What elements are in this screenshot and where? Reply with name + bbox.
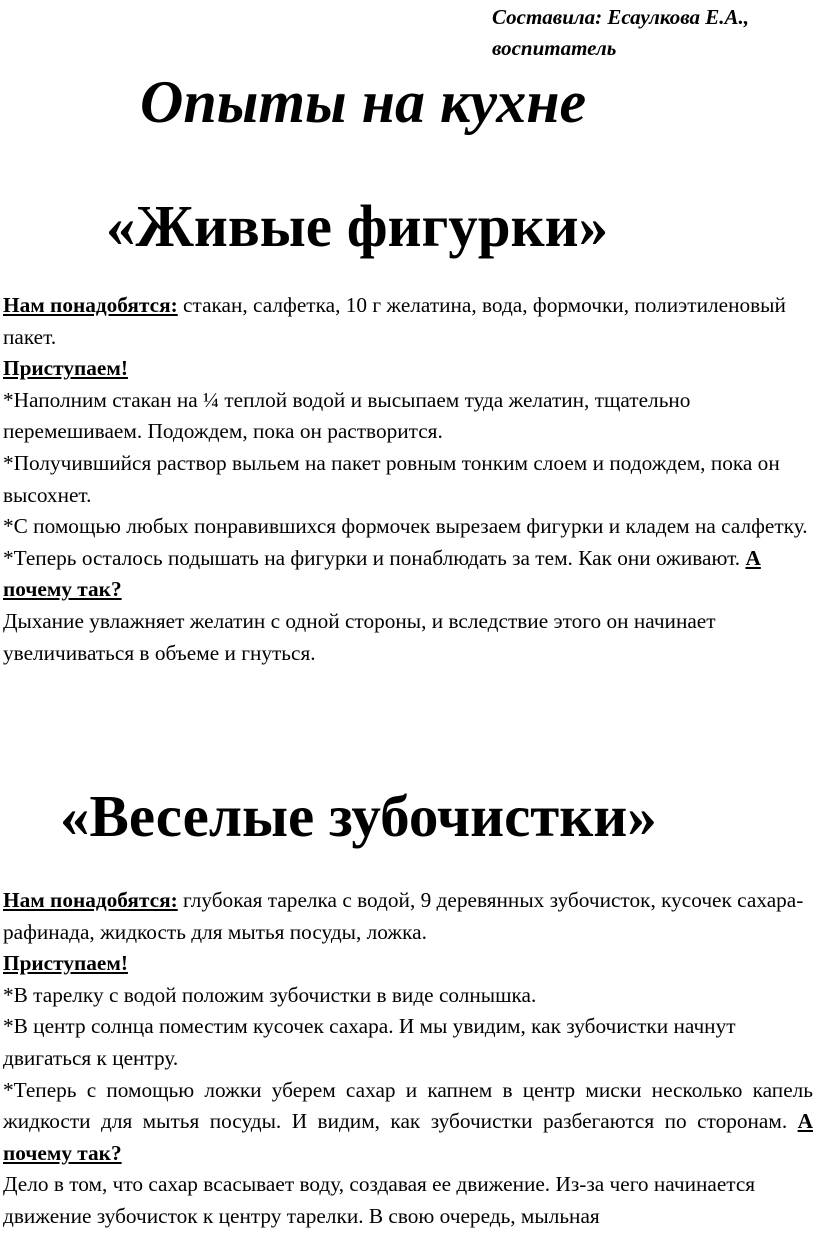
- start-label-line: [3, 948, 813, 980]
- step-2: *В центр солнца поместим кусочек сахара. И мы увидим, как зубочистки начнут двигаться к центру.: [3, 1014, 736, 1070]
- step-3: *С помощью любых понравившихся формочек вырезаем фигурки и кладем на салфетку.: [3, 514, 808, 539]
- step-2: *Получившийся раствор выльем на пакет ровным тонким слоем и подождем, пока он высохнет.: [3, 450, 780, 507]
- step-4-text: *Теперь осталось подышать на фигурки и понаблюдать за тем. Как они оживают.: [3, 545, 746, 570]
- needs-text: глубокая тарелка с водой, 9 деревянных зубочисток, кусочек сахара-рафинада, жидкость для мытья посуды, ложка.: [3, 888, 804, 944]
- needs-paragraph: [3, 290, 813, 353]
- needs-label: Нам понадобятся:: [3, 293, 178, 317]
- start-label: Приступаем!: [3, 951, 128, 976]
- why-label: А почему так?: [3, 1109, 813, 1165]
- step-3-text: *Теперь с помощью ложки уберем сахар и капнем в центр миски несколько капель жидкости для мытья посуды. И видим, как зубочистки разбегаются по сторонам.: [3, 1077, 813, 1134]
- experiment-1-title: «Живые фигурки»: [106, 193, 609, 259]
- start-label: Приступаем!: [3, 356, 128, 381]
- needs-label: Нам понадобятся:: [3, 888, 178, 912]
- experiment-2-title: «Веселые зубочистки»: [60, 783, 657, 849]
- step-1: *В тарелку с водой положим зубочистки в виде солнышка.: [3, 982, 537, 1007]
- step-1: *Наполним стакан на ¼ теплой водой и высыпаем туда желатин, тщательно перемешиваем. Подождем, пока он растворится.: [3, 387, 691, 444]
- explanation: Дело в том, что сахар всасывает воду, создавая ее движение. Из-за чего начинается движение зубочисток к центру тарелки. В свою очередь, мыльная: [3, 1172, 756, 1228]
- step-4: [3, 543, 813, 606]
- explanation: Дыхание увлажняет желатин с одной стороны, и вследствие этого он начинает увеличиваться в объеме и гнуться.: [3, 608, 716, 665]
- author-position: воспитатель: [492, 36, 617, 60]
- author-name: Составила: Есаулкова Е.А.,: [492, 5, 750, 29]
- experiment-2-body: [3, 885, 813, 1233]
- needs-paragraph: [3, 885, 813, 948]
- experiment-1-body: [3, 290, 813, 669]
- author-credit: [492, 2, 749, 64]
- main-title: Опыты на кухне: [140, 69, 587, 135]
- needs-text: стакан, салфетка, 10 г желатина, вода, формочки, полиэтиленовый пакет.: [3, 293, 786, 349]
- step-3: [3, 1075, 813, 1170]
- why-label: А почему так?: [3, 545, 761, 602]
- start-label-line: [3, 353, 813, 385]
